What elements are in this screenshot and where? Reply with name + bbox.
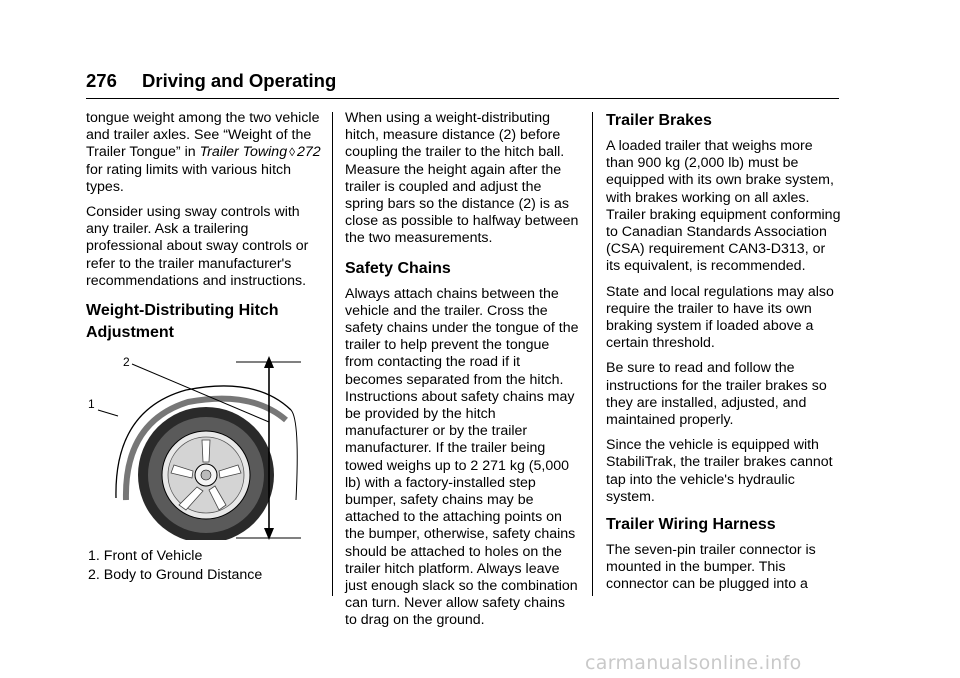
heading-weight-distributing: Weight-Distributing Hitch Adjustment bbox=[86, 302, 279, 342]
paragraph-sway-controls: Consider using sway controls with any trailer. Ask a trailering professional about sway controls or refer to the trailer manufacturer's recommendations and instructions. bbox=[86, 204, 309, 289]
callout-label-1: 1 bbox=[88, 397, 95, 412]
callout-label-2: 2 bbox=[123, 355, 130, 370]
heading-safety-chains: Safety Chains bbox=[345, 259, 451, 277]
paragraph-loaded-trailer: A loaded trailer that weighs more than 900 kg (2,000 lb) must be equipped with its own brake system, with brakes working on all axles. Trailer braking equipment conforming to Canadian Standards Association (CSA) requirement CAN3-D313, or its equivalent, is recommended. bbox=[606, 138, 841, 275]
paragraph-connector: The seven-pin trailer connector is mounted in the bumper. This connector can be plugged into a bbox=[606, 542, 816, 593]
paragraph-safety-chains: Always attach chains between the vehicle and the trailer. Cross the safety chains under the tongue of the trailer to help prevent the tongue from contacting the road if it becomes separated from the hitch. Instructions about safety chains may be provided by the hitch manufacturer or by the trailer manufacturer. If the trailer being towed weighs up to 2 271 kg (5,000 lb) with a factory-installed step bumper, safety chains may be attached to the attaching points on the bumper, otherwise, safety chains should be attached to holes on the trailer hitch platform. Always leave just enough slack so the combination can turn. Never allow safety chains to drag on the ground. bbox=[345, 285, 579, 629]
paragraph-follow-instructions: Be sure to read and follow the instructions for the trailer brakes so they are installed, adjusted, and maintained properly. bbox=[606, 360, 827, 429]
text-span: for rating limits with various hitch types. bbox=[86, 161, 291, 195]
header-rule bbox=[86, 98, 839, 99]
heading-trailer-brakes: Trailer Brakes bbox=[606, 112, 712, 129]
paragraph-regulations: State and local regulations may also require the trailer to have its own braking system if loaded above a certain threshold. bbox=[606, 283, 834, 352]
column-divider-2 bbox=[592, 112, 593, 596]
figure-captions bbox=[86, 548, 321, 584]
xref-symbol-icon: ◊ bbox=[289, 145, 296, 160]
section-title: Driving and Operating bbox=[142, 70, 337, 91]
column-1 bbox=[86, 110, 321, 586]
paragraph-stabilitrak: Since the vehicle is equipped with StabiliTrak, the trailer brakes cannot tap into the vehicle's hydraulic system. bbox=[606, 437, 833, 505]
caption-front-of-vehicle: 1. Front of Vehicle bbox=[88, 548, 203, 565]
heading-trailer-wiring: Trailer Wiring Harness bbox=[606, 516, 776, 534]
page-header bbox=[86, 70, 336, 92]
body-edge bbox=[291, 410, 297, 500]
column-3 bbox=[606, 110, 842, 602]
callout-line-1 bbox=[98, 410, 118, 416]
hub-cap bbox=[201, 470, 211, 480]
text-span: tongue weight among the two vehicle and trailer axles. See “Weight of the Trailer Tongue” in bbox=[86, 110, 320, 161]
watermark: carmanualsonline.info bbox=[585, 652, 802, 674]
wheel-height-diagram bbox=[86, 350, 321, 540]
column-divider-1 bbox=[332, 112, 333, 596]
paragraph-measure-distance: When using a weight-distributing hitch, measure distance (2) before coupling the trailer to the hitch ball. Measure the height again after the trailer is coupled and adjust the spring bars so the distance (2) is as close as possible to halfway between the two measurements. bbox=[345, 110, 579, 247]
xref-page[interactable]: 272 bbox=[297, 144, 321, 161]
column-2 bbox=[345, 110, 579, 638]
paragraph-tongue-weight bbox=[86, 110, 321, 196]
caption-body-to-ground: 2. Body to Ground Distance bbox=[88, 567, 263, 584]
page-number: 276 bbox=[86, 70, 117, 91]
xref-link-trailer-towing[interactable]: Trailer Towing bbox=[199, 144, 288, 161]
